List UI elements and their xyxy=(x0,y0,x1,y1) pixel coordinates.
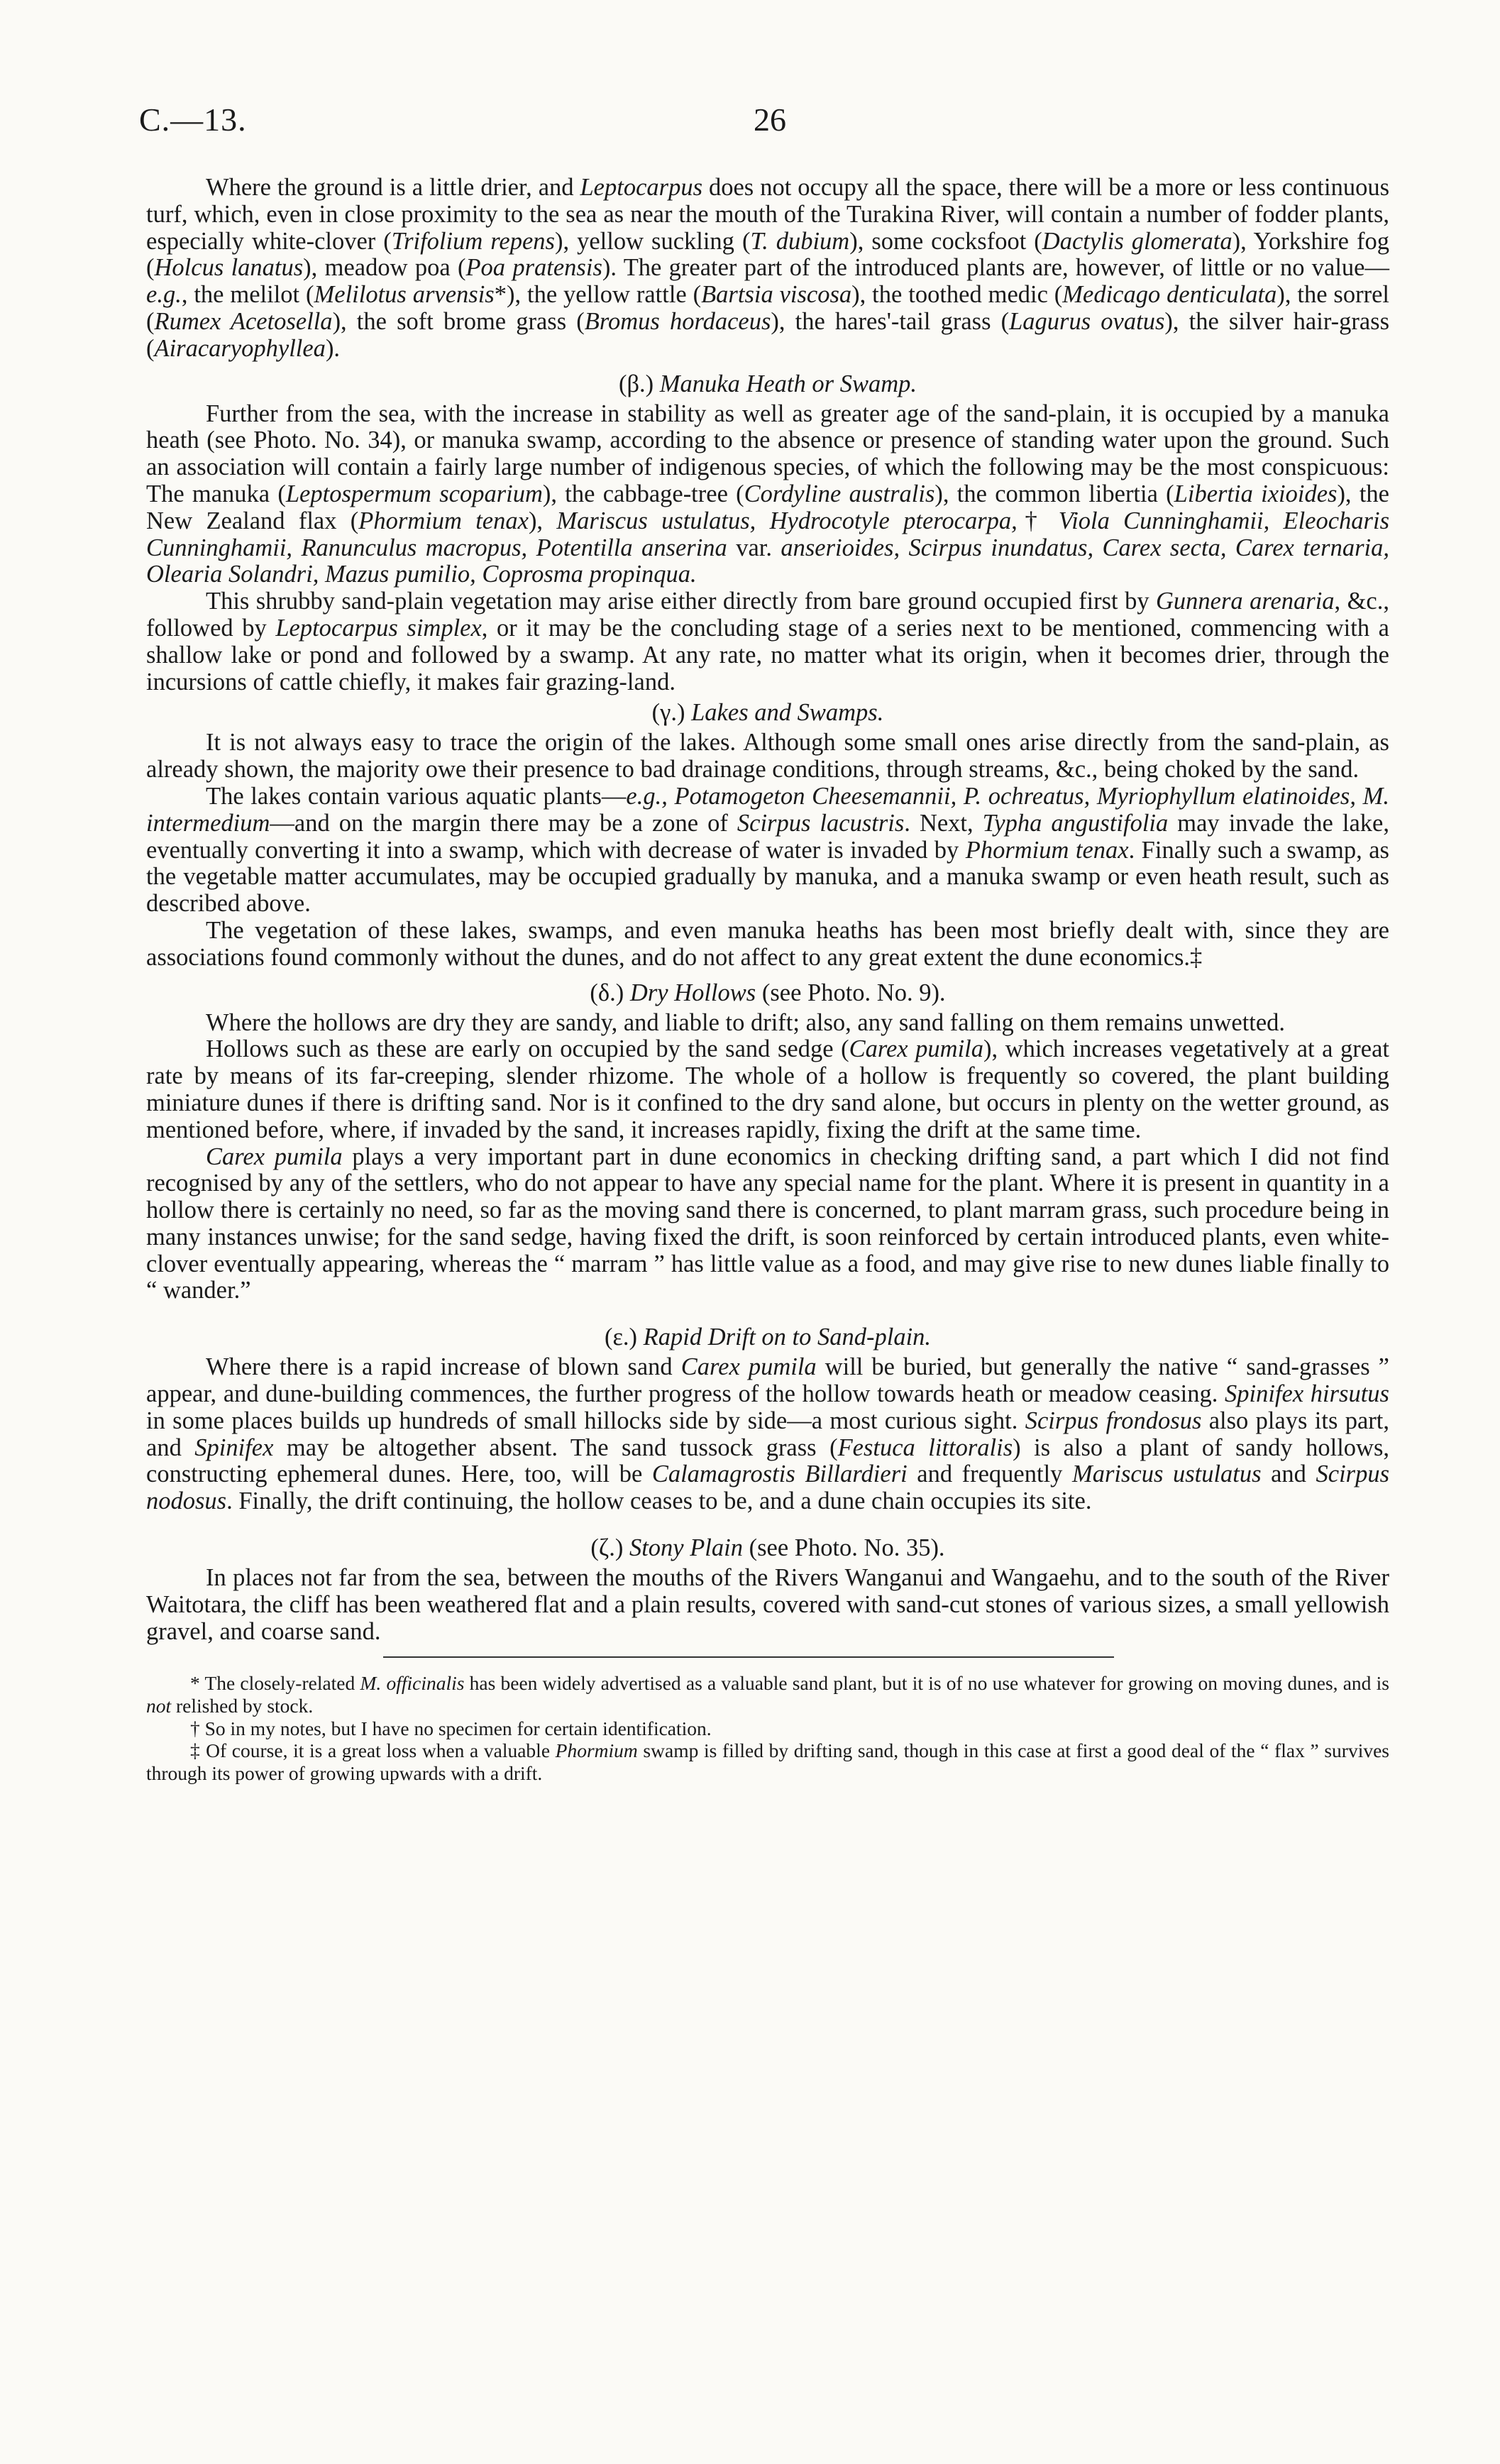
italic-text: Bromus hordaceus xyxy=(584,307,771,335)
italic-text: Carex pumila xyxy=(680,1353,817,1381)
italic-text: not xyxy=(146,1694,172,1717)
italic-text: Phormium tenax xyxy=(965,836,1129,864)
paragraph-rapid-drift: Where there is a rapid increase of blown sand Carex pumila will be buried, but generally the native “ sand-grasses ” appear, and dune-building commences, the further progress of the hollow towards heath or meadow ceasing. Spinifex hirsutus in some places builds up hundreds of small hillocks side by side—a most curious sight. Scirpus frondosus also plays its part, and Spinifex may be altogether absent. The sand tussock grass (Festuca littoralis) is also a plant of sandy hollows, constructing ephemeral dunes. Here, too, will be Calamagrostis Billardieri and frequently Mariscus ustulatus and Scirpus nodosus. Finally, the drift continuing, the hollow ceases to be, and a dune chain occupies its site. xyxy=(146,1353,1389,1515)
heading-lakes-swamps: (γ.) Lakes and Swamps. xyxy=(651,699,884,727)
paragraph-aquatic-plants: The lakes contain various aquatic plants—e.g., Potamogeton Cheesemannii, P. ochreatus, Myriophyllum elatinoides, M. intermedium—and on the margin there may be a zone of Scirpus lacustris. Next, Typha angustifolia may invade the lake, eventually converting it into a swamp, which with decrease of water is invaded by Phormium tenax. Finally such a swamp, as the vegetable matter accumulates, may be occupied gradually by manuka, and a manuka swamp or even heath result, such as described above. xyxy=(146,782,1389,918)
italic-text: Bartsia viscosa xyxy=(701,281,852,309)
paragraph-vegetation-dealt: The vegetation of these lakes, swamps, and even manuka heaths has been most briefly dealt with, since they are associations found commonly without the dunes, and do not affect to any great extent the dune economics.‡ xyxy=(146,916,1389,971)
paragraph-turf: Where the ground is a little drier, and Leptocarpus does not occupy all the space, there will be a more or less continuous turf, which, even in close proximity to the sea as near the mouth of the Turakina River, will contain a number of fodder plants, especially white-clover (Trifolium repens), yellow suckling (T. dubium), some cocksfoot (Dactylis glomerata), Yorkshire fog (Holcus lanatus), meadow poa (Poa pratensis). The greater part of the introduced plants are, however, of little or no value—e.g., the melilot (Melilotus arvensis*), the yellow rattle (Bartsia viscosa), the toothed medic (Medicago denticulata), the sorrel (Rumex Acetosella), the soft brome grass (Bromus hordaceus), the hares'-tail grass (Lagurus ovatus), the silver hair-grass (Airacaryophyllea). xyxy=(146,174,1390,362)
paragraph-lakes-origin: It is not always easy to trace the origin of the lakes. Although some small ones arise directly from the sand-plain, as already shown, the majority owe their presence to bad drainage conditions, through streams, &c., being choked by the sand. xyxy=(146,729,1389,783)
italic-text: Scirpus frondosus xyxy=(1025,1407,1202,1434)
italic-text: Rapid Drift on to Sand-plain. xyxy=(643,1324,932,1351)
heading-rapid-drift: (ε.) Rapid Drift on to Sand-plain. xyxy=(604,1324,932,1351)
italic-text: e.g., Potamogeton Cheesemannii, P. ochreatus, Myriophyllum elatinoides, M. intermedium xyxy=(146,782,1389,837)
footnotes xyxy=(146,1672,1389,1785)
footnote-double-dagger: ‡ Of course, it is a great loss when a valuable Phormium swamp is filled by drifting sand, though in this case at first a good deal of the “ flax ” survives through its power of growing upwards with a drift. xyxy=(146,1739,1389,1785)
footnote-dagger: † So in my notes, but I have no specimen for certain identification. xyxy=(190,1717,712,1739)
italic-text: Airacaryophyllea xyxy=(154,334,326,362)
heading-stony-plain: (ζ.) Stony Plain (see Photo. No. 35). xyxy=(590,1534,945,1562)
italic-text: Lagurus ovatus xyxy=(1009,307,1165,335)
italic-text: Scirpus lacustris xyxy=(737,809,905,837)
heading-manuka-heath: (β.) Manuka Heath or Swamp. xyxy=(619,370,917,397)
paragraph-manuka-heath: Further from the sea, with the increase in stability as well as greater age of the sand-plain, it is occupied by a manuka heath (see Photo. No. 34), or manuka swamp, according to the absence or presence of standing water upon the ground. Such an association will contain a fairly large number of indigenous species, of which the following may be the most conspicuous: The manuka (Leptospermum scoparium), the cabbage-tree (Cordyline australis), the common libertia (Libertia ixioides), the New Zealand flax (Phormium tenax), Mariscus ustulatus, Hydrocotyle pterocarpa,† Viola Cunninghamii, Eleocharis Cunninghamii, Ranunculus macropus, Potentilla anserina var. anserioides, Scirpus inundatus, Carex secta, Carex ternaria, Olearia Solandri, Mazus pumilio, Coprosma propinqua. xyxy=(146,400,1389,588)
paragraph-stony-plain: In places not far from the sea, between the mouths of the Rivers Wanganui and Wangaehu, and to the south of the River Waitotara, the cliff has been weathered flat and a plain results, covered with sand-cut stones of various sizes, a small yellowish gravel, and coarse sand. xyxy=(146,1564,1389,1645)
page-number: 26 xyxy=(754,101,786,138)
italic-text: e.g. xyxy=(146,281,182,309)
italic-text: Trifolium repens xyxy=(391,227,555,255)
italic-text: Phormium xyxy=(555,1739,638,1762)
italic-text: Mariscus ustulatus, Hydrocotyle pterocarpa, xyxy=(556,507,1018,534)
italic-text: Gunnera arenaria xyxy=(1156,588,1335,615)
paragraph-shrubby-vegetation: This shrubby sand-plain vegetation may arise either directly from bare ground occupied first by Gunnera arenaria, &c., followed by Leptocarpus simplex, or it may be the concluding stage of a series next to be mentioned, commencing with a shallow lake or pond and followed by a swamp. At any rate, no matter what its origin, when it becomes drier, through the incursions of cattle chiefly, it makes fair grazing-land. xyxy=(146,588,1389,695)
italic-text: Holcus lanatus xyxy=(154,254,304,282)
heading-dry-hollows: (δ.) Dry Hollows (see Photo. No. 9). xyxy=(590,979,946,1006)
italic-text: M. officinalis xyxy=(360,1672,465,1694)
italic-text: Lakes and Swamps. xyxy=(691,699,884,727)
italic-text: anserioides, Scirpus inundatus, Carex secta, Carex ternaria, Olearia Solandri, Mazus pumilio, Coprosma propinqua. xyxy=(146,534,1389,588)
italic-text: Cordyline australis xyxy=(744,480,935,507)
italic-text: Spinifex xyxy=(194,1434,274,1461)
italic-text: Viola Cunninghamii, Eleocharis Cunninghamii, Ranunculus macropus, Potentilla anserina xyxy=(146,507,1389,561)
italic-text: Melilotus arvensis xyxy=(314,281,495,309)
report-reference: C.—13. xyxy=(139,101,247,138)
footnote-divider xyxy=(383,1656,1114,1658)
body-text xyxy=(146,175,1389,1645)
italic-text: Leptospermum scoparium xyxy=(285,480,543,507)
paragraph-sand-sedge: Hollows such as these are early on occupied by the sand sedge (Carex pumila), which increases vegetatively at a great rate by means of its far-creeping, slender rhizome. The whole of a hollow is frequently so covered, the plant building miniature dunes if there is drifting sand. Nor is it confined to the dry sand alone, but occurs in plenty on the wetter ground, as mentioned before, where, if invaded by the sand, it increases rapidly, fixing the drift at the same time. xyxy=(146,1035,1390,1143)
italic-text: Stony Plain xyxy=(629,1534,743,1562)
italic-text: Medicago denticulata xyxy=(1062,281,1277,309)
paragraph-hollows-dry: Where the hollows are dry they are sandy, and liable to drift; also, any sand falling on them remains unwetted. xyxy=(206,1008,1286,1036)
italic-text: Manuka Heath or Swamp. xyxy=(659,370,917,397)
italic-text: Mariscus ustulatus xyxy=(1071,1461,1262,1488)
italic-text: Typha angustifolia xyxy=(982,809,1169,837)
italic-text: Scirpus nodosus xyxy=(146,1461,1389,1515)
italic-text: Leptocarpus xyxy=(580,174,702,201)
italic-text: Phormium tenax xyxy=(358,507,529,534)
italic-text: Libertia ixioides xyxy=(1174,480,1338,507)
italic-text: Carex pumila xyxy=(206,1143,343,1170)
italic-text: Poa pratensis xyxy=(465,254,602,282)
italic-text: Spinifex hirsutus xyxy=(1225,1380,1389,1408)
italic-text: Calamagrostis Billardieri xyxy=(651,1461,908,1488)
paragraph-carex-pumila: Carex pumila plays a very important part in dune economics in checking drifting sand, a part which I did not find recognised by any of the settlers, who do not appear to have any special name for the plant. Where it is present in quantity in a hollow there is certainly no need, so far as the moving sand there is concerned, to plant marram grass, such procedure being in many instances unwise; for the sand sedge, having fixed the drift, is soon reinforced by certain introduced plants, even white-clover eventually appearing, whereas the “ marram ” has little value as a food, and may give rise to new dunes liable finally to “ wander.” xyxy=(146,1143,1389,1304)
italic-text: Dactylis glomerata xyxy=(1042,227,1232,255)
italic-text: Carex pumila xyxy=(849,1035,984,1063)
italic-text: Rumex Acetosella xyxy=(154,307,333,335)
italic-text: T. dubium xyxy=(750,227,850,255)
footnote-asterisk: * The closely-related M. officinalis has been widely advertised as a valuable sand plant, but it is of no use whatever for growing on moving dunes, and is not relished by stock. xyxy=(146,1672,1389,1717)
italic-text: Dry Hollows xyxy=(629,979,756,1006)
italic-text: Leptocarpus simplex xyxy=(275,614,482,642)
italic-text: Festuca littoralis xyxy=(837,1434,1013,1461)
